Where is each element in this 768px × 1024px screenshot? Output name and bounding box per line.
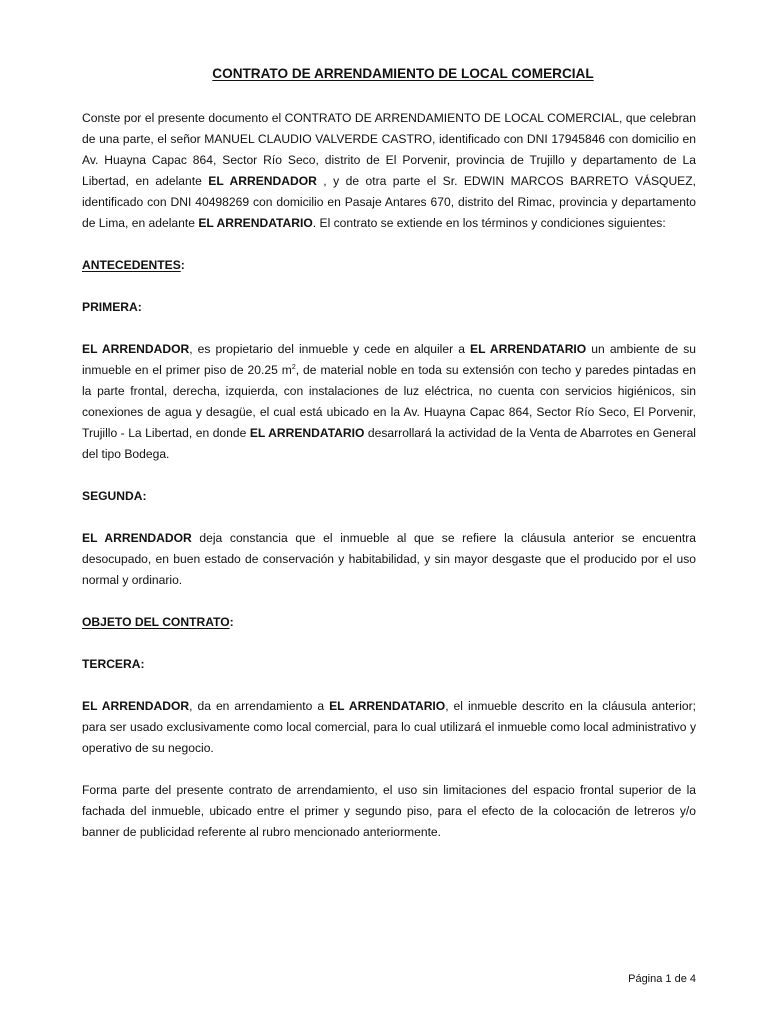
segunda-party-1: EL ARRENDADOR xyxy=(82,531,192,545)
segunda-text-1: deja constancia que el inmueble al que se refiere la cláusula anterior se encuentra desocupado, en buen estado de conservación y habitabilidad, y sin mayor desgaste que el producido por el uso normal y ordinario. xyxy=(82,531,696,587)
primera-text-2: un ambiente de su inmueble en el primer piso de 20.25 m xyxy=(82,342,696,377)
page-number: Página 1 de 4 xyxy=(628,973,696,985)
tercera-text-1: , da en arrendamiento a xyxy=(189,699,330,713)
primera-superscript: 2 xyxy=(291,363,296,371)
intro-party-arrendador: EL ARRENDADOR xyxy=(208,174,317,188)
primera-party-1: EL ARRENDADOR xyxy=(82,342,190,356)
antecedentes-label: ANTECEDENTES xyxy=(82,258,181,272)
clause-segunda-paragraph xyxy=(82,528,696,591)
intro-text-1: Conste por el presente documento el CONTRATO DE ARRENDAMIENTO DE LOCAL COMERCIAL, que celebran de una parte, el señor MANUEL CLAUDIO VALVERDE CASTRO, identificado con DNI 17945846 con domicilio en Av. Huayna Capac 864, Sector Río Seco, distrito de El Porvenir, provincia de Trujillo y departamento de La Libertad, en adelante xyxy=(82,111,696,188)
clause-heading-primera: PRIMERA: xyxy=(82,300,142,314)
intro-party-arrendatario: EL ARRENDATARIO xyxy=(198,216,313,230)
clause-tercera-paragraph xyxy=(82,696,696,759)
intro-text-2: , y de otra parte el Sr. EDWIN MARCOS BARRETO VÁSQUEZ, identificado con DNI 40498269 con domicilio en Pasaje Antares 670, distrito del Rimac, provincia y departamento de Lima, en adelante xyxy=(82,174,696,230)
primera-party-3: EL ARRENDATARIO xyxy=(249,426,365,440)
primera-text-3: , de material noble en toda su extensión con techo y paredes pintadas en la parte frontal, derecha, izquierda, con instalaciones de luz eléctrica, no cuenta con servicios higiénicos, sin conexiones de agua y desagüe, el cual está ubicado en la Av. Huayna Capac 864, Sector Río Seco, El Porvenir, Trujillo - La Libertad, en donde xyxy=(82,363,697,440)
section-heading-objeto xyxy=(82,612,696,633)
tercera-text-2: , el inmueble descrito en la cláusula anterior; para ser usado exclusivamente como local comercial, para lo cual utilizará el inmueble como local administrativo y operativo de su negocio. xyxy=(82,699,696,755)
primera-text-4: desarrollará la actividad de la Venta de Abarrotes en General del tipo Bodega. xyxy=(82,426,696,461)
clause-heading-segunda: SEGUNDA: xyxy=(82,489,147,503)
clause-primera-paragraph xyxy=(82,339,696,465)
tercera-party-1: EL ARRENDADOR xyxy=(82,699,190,713)
clause-heading-tercera: TERCERA: xyxy=(82,657,145,671)
document-body xyxy=(82,108,696,864)
section-heading-antecedentes xyxy=(82,255,696,276)
intro-paragraph xyxy=(82,108,696,234)
tercera-party-2: EL ARRENDATARIO xyxy=(329,699,446,713)
document-title: CONTRATO DE ARRENDAMIENTO DE LOCAL COMERCIAL xyxy=(212,66,594,81)
primera-party-2: EL ARRENDATARIO xyxy=(470,342,587,356)
objeto-colon: : xyxy=(229,615,234,629)
primera-text-1: , es propietario del inmueble y cede en alquiler a xyxy=(189,342,471,356)
objeto-label: OBJETO DEL CONTRATO xyxy=(82,615,230,629)
clause-tercera-paragraph-2: Forma parte del presente contrato de arrendamiento, el uso sin limitaciones del espacio frontal superior de la fachada del inmueble, ubicado entre el primer y segundo piso, para el efecto de la colocación de letreros y/o banner de publicidad referente al rubro mencionado anteriormente. xyxy=(82,783,696,839)
intro-text-3: . El contrato se extiende en los términos y condiciones siguientes: xyxy=(312,216,666,230)
antecedentes-colon: : xyxy=(180,258,185,272)
